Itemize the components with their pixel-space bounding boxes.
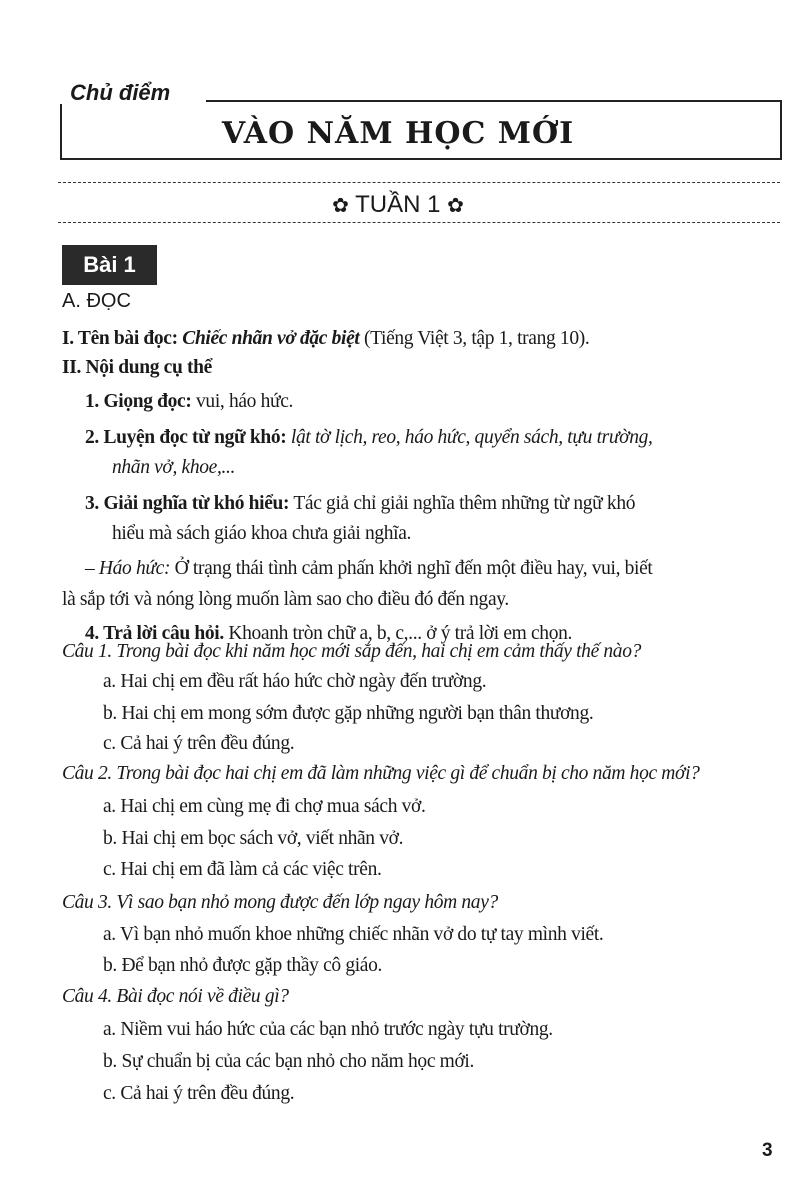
voice-line <box>85 390 293 414</box>
option-4a[interactable]: a. Niềm vui háo hức của các bạn nhỏ trước ngày tựu trường. <box>103 1019 553 1040</box>
explain-text-cont: hiểu mà sách giáo khoa chưa giải nghĩa. <box>112 523 412 544</box>
question-2: Câu 2. Trong bài đọc hai chị em đã làm những việc gì để chuẩn bị cho năm học mới? <box>62 763 700 784</box>
answer-text: Khoanh tròn chữ a, b, c,... ở ý trả lời em chọn. <box>228 623 573 644</box>
practice-text-cont: nhãn vở, khoe,... <box>112 457 236 478</box>
definition-text-cont: là sắp tới và nóng lòng muốn làm sao cho điều đó đến ngay. <box>62 589 509 610</box>
option-2b[interactable]: b. Hai chị em bọc sách vở, viết nhãn vở. <box>103 828 404 849</box>
explain-text: Tác giả chỉ giải nghĩa thêm những từ ngữ khó <box>293 493 636 514</box>
option-1c[interactable]: c. Cả hai ý trên đều đúng. <box>103 733 295 754</box>
option-2a[interactable]: a. Hai chị em cùng mẹ đi chợ mua sách vở. <box>103 796 426 817</box>
option-1b[interactable]: b. Hai chị em mong sớm được gặp những người bạn thân thương. <box>103 703 594 724</box>
explain-line <box>85 492 635 516</box>
voice-text: vui, háo hức. <box>196 391 294 412</box>
option-3a[interactable]: a. Vì bạn nhỏ muốn khoe những chiếc nhãn vở do tự tay mình viết. <box>103 924 604 945</box>
week-heading <box>0 191 796 219</box>
practice-label: 2. Luyện đọc từ ngữ khó: <box>85 427 287 448</box>
reading-title: Chiếc nhãn vở đặc biệt <box>182 328 360 349</box>
option-2c[interactable]: c. Hai chị em đã làm cả các việc trên. <box>103 859 382 880</box>
reading-title-label: I. Tên bài đọc: <box>62 328 178 349</box>
section-heading: A. ĐỌC <box>62 290 131 312</box>
practice-line <box>85 426 653 450</box>
option-3b[interactable]: b. Để bạn nhỏ được gặp thầy cô giáo. <box>103 955 383 976</box>
definition-term: – Háo hức: <box>85 558 171 579</box>
option-1a[interactable]: a. Hai chị em đều rất háo hức chờ ngày đến trường. <box>103 671 487 692</box>
option-4c[interactable]: c. Cả hai ý trên đều đúng. <box>103 1083 295 1104</box>
divider <box>58 182 780 183</box>
reading-title-line <box>62 327 589 351</box>
option-4b[interactable]: b. Sự chuẩn bị của các bạn nhỏ cho năm học mới. <box>103 1051 475 1072</box>
reading-source: (Tiếng Việt 3, tập 1, trang 10). <box>364 328 590 349</box>
definition-text: Ở trạng thái tình cảm phấn khởi nghĩ đến một điều hay, vui, biết <box>174 558 653 579</box>
answer-label: 4. Trả lời câu hỏi. <box>85 623 224 644</box>
page-number: 3 <box>762 1140 773 1161</box>
question-4: Câu 4. Bài đọc nói về điều gì? <box>62 986 289 1007</box>
practice-text: lật tờ lịch, reo, háo hức, quyển sách, tựu trường, <box>290 427 653 448</box>
week-label: TUẦN 1 <box>355 191 441 218</box>
definition-line <box>85 557 653 581</box>
lesson-badge: Bài 1 <box>62 245 157 285</box>
voice-label: 1. Giọng đọc: <box>85 391 192 412</box>
topic-label: Chủ điểm <box>70 80 171 105</box>
topic-title: VÀO NĂM HỌC MỚI <box>221 116 575 151</box>
question-3: Câu 3. Vì sao bạn nhỏ mong được đến lớp ngay hôm nay? <box>62 892 498 913</box>
flower-icon: ✿ <box>447 195 464 217</box>
flower-icon: ✿ <box>332 195 349 217</box>
content-heading: II. Nội dung cụ thể <box>62 357 212 378</box>
question-1: Câu 1. Trong bài đọc khi năm học mới sắp đến, hai chị em cảm thấy thế nào? <box>62 641 642 662</box>
divider <box>58 222 780 223</box>
explain-label: 3. Giải nghĩa từ khó hiểu: <box>85 493 290 514</box>
